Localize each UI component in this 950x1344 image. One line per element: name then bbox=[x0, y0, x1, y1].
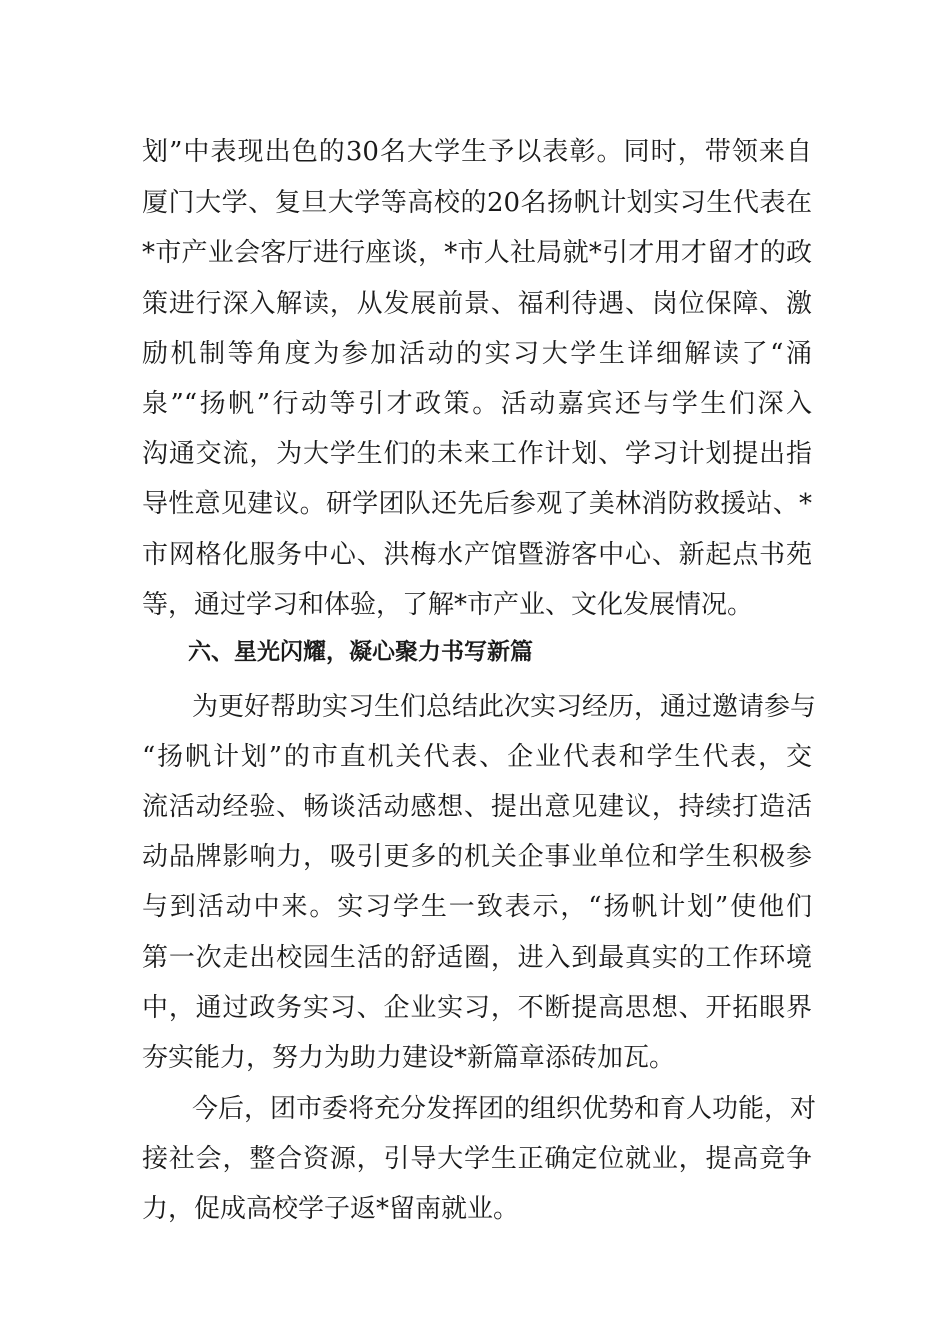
section-heading: 六、星光闪耀，凝心聚力书写新篇 bbox=[188, 638, 533, 665]
paragraph-line: 为更好帮助实习生们总结此次实习经历，通过邀请参与 bbox=[192, 692, 817, 722]
paragraph-line: 与到活动中来。实习学生一致表示，“扬帆计划”使他们 bbox=[142, 892, 812, 922]
paragraph-line: 划”中表现出色的30名大学生予以表彰。同时，带领来自 bbox=[142, 137, 812, 167]
paragraph-line: 动品牌影响力，吸引更多的机关企事业单位和学生积极参 bbox=[142, 842, 812, 872]
paragraph-line: 厦门大学、复旦大学等高校的20名扬帆计划实习生代表在 bbox=[142, 188, 812, 218]
paragraph-line: 等，通过学习和体验，了解*市产业、文化发展情况。 bbox=[142, 590, 754, 620]
paragraph-line: 第一次走出校园生活的舒适圈，进入到最真实的工作环境 bbox=[142, 943, 812, 973]
paragraph-line: “扬帆计划”的市直机关代表、企业代表和学生代表，交 bbox=[142, 742, 812, 772]
paragraph-line: 中，通过政务实习、企业实习，不断提高思想、开拓眼界 bbox=[142, 993, 812, 1023]
paragraph-line: *市产业会客厅进行座谈，*市人社局就*引才用才留才的政 bbox=[142, 238, 812, 268]
paragraph-line: 泉”“扬帆”行动等引才政策。活动嘉宾还与学生们深入 bbox=[142, 389, 812, 419]
paragraph-line: 接社会，整合资源，引导大学生正确定位就业，提高竞争 bbox=[142, 1144, 812, 1174]
paragraph-line: 流活动经验、畅谈活动感想、提出意见建议，持续打造活 bbox=[142, 792, 812, 822]
paragraph-line: 市网格化服务中心、洪梅水产馆暨游客中心、新起点书苑 bbox=[142, 540, 812, 570]
paragraph-line: 力，促成高校学子返*留南就业。 bbox=[142, 1194, 520, 1224]
paragraph-line: 沟通交流，为大学生们的未来工作计划、学习计划提出指 bbox=[142, 439, 812, 469]
paragraph-line: 夯实能力，努力为助力建设*新篇章添砖加瓦。 bbox=[142, 1043, 676, 1073]
paragraph-line: 励机制等角度为参加活动的实习大学生详细解读了“涌 bbox=[142, 339, 812, 369]
paragraph-line: 策进行深入解读，从发展前景、福利待遇、岗位保障、激 bbox=[142, 289, 812, 319]
paragraph-line: 今后，团市委将充分发挥团的组织优势和育人功能，对 bbox=[192, 1094, 817, 1124]
paragraph-line: 导性意见建议。研学团队还先后参观了美林消防救援站、* bbox=[142, 489, 812, 519]
